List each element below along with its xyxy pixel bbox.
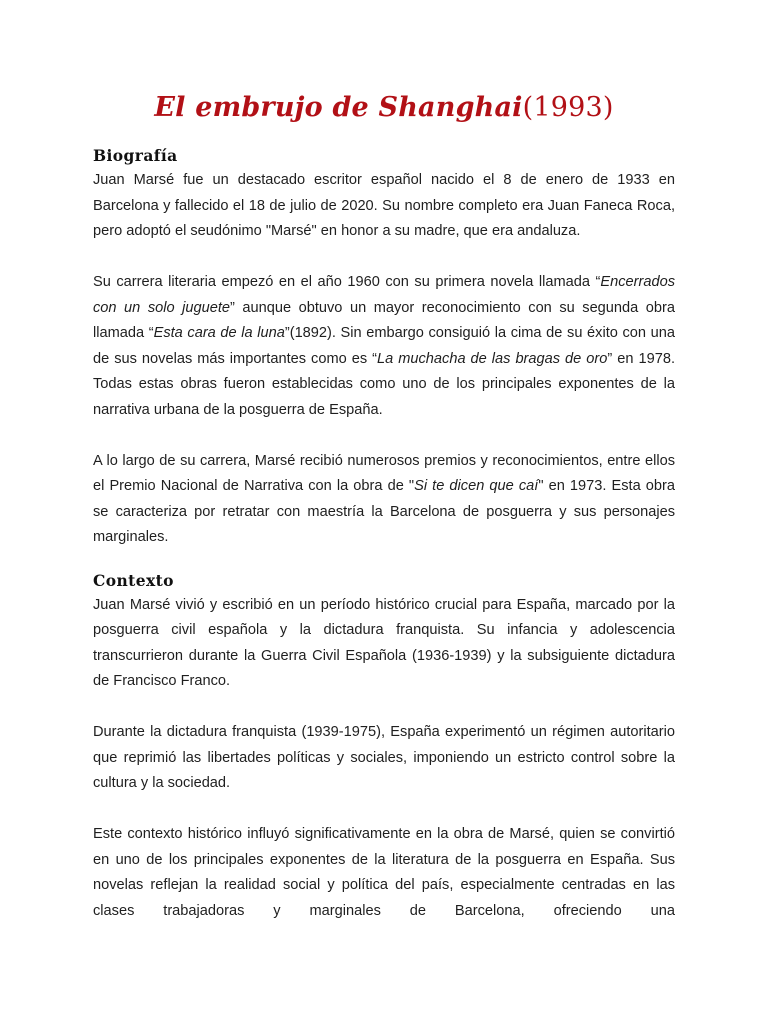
book-title-encerrados: Encerrados con un solo juguete (93, 274, 675, 316)
heading-biografia: Biografía (93, 146, 178, 165)
document-title (93, 0, 675, 126)
heading-contexto: Contexto (93, 570, 174, 590)
biografia-paragraph-3 (93, 449, 675, 551)
title-year: (1993) (522, 92, 614, 123)
text-run: ” en 1978. Todas estas obras fueron establecidas como uno de los principales exponentes de la narrativa urbana de la posguerra de España. (93, 350, 675, 418)
contexto-paragraph-3: Este contexto histórico influyó significativamente en la obra de Marsé, quien se convirtió en uno de los principales exponentes de la literatura de la posguerra en España. Sus novelas reflejan la realidad social y política del país, especialmente centradas en las clases trabajadoras y marginales de Barcelona, ofreciendo una (93, 826, 675, 919)
section-contexto (93, 593, 675, 925)
title-main: El embrujo de Shanghai (154, 92, 523, 123)
biografia-paragraph-2 (93, 270, 675, 423)
text-run: " en 1973. Esta obra se caracteriza por retratar con maestría la Barcelona de posguerra y sus personajes marginales. (93, 478, 676, 545)
book-title-si-te-dicen: Si te dicen que caí (414, 478, 539, 494)
biografia-paragraph-1: Juan Marsé fue un destacado escritor español nacido el 8 de enero de 1933 en Barcelona y fallecido el 18 de julio de 2020. Su nombre completo era Juan Faneca Roca, pero adoptó el seudónimo "Marsé" en honor a su madre, que era andaluza. (93, 172, 675, 239)
contexto-paragraph-2: Durante la dictadura franquista (1939-1975), España experimentó un régimen autoritario que reprimió las libertades políticas y sociales, imponiendo un estricto control sobre la cultura y la sociedad. (93, 724, 675, 791)
contexto-paragraph-1: Juan Marsé vivió y escribió en un período histórico crucial para España, marcado por la posguerra civil española y la dictadura franquista. Su infancia y adolescencia transcurrieron durante la Guerra Civil Española (1936-1939) y la subsiguiente dictadura de Francisco Franco. (93, 596, 675, 689)
book-title-esta-cara: Esta cara de la luna (153, 325, 285, 341)
book-title-la-muchacha: La muchacha de las bragas de oro (377, 350, 608, 367)
text-run: Su carrera literaria empezó en el año 1960 con su primera novela llamada “ (93, 274, 601, 290)
text-run: ” aunque obtuvo un mayor reconocimiento con su segunda obra llamada “ (93, 299, 675, 341)
section-biografia (93, 168, 675, 551)
text-run: A lo largo de su carrera, Marsé recibió numerosos premios y reconocimientos, entre ellos el Premio Nacional de Narrativa con la obra de " (93, 452, 675, 494)
text-run: ”(1892). Sin embargo consiguió la cima de su éxito con una de sus novelas más importantes como es “ (93, 325, 675, 367)
